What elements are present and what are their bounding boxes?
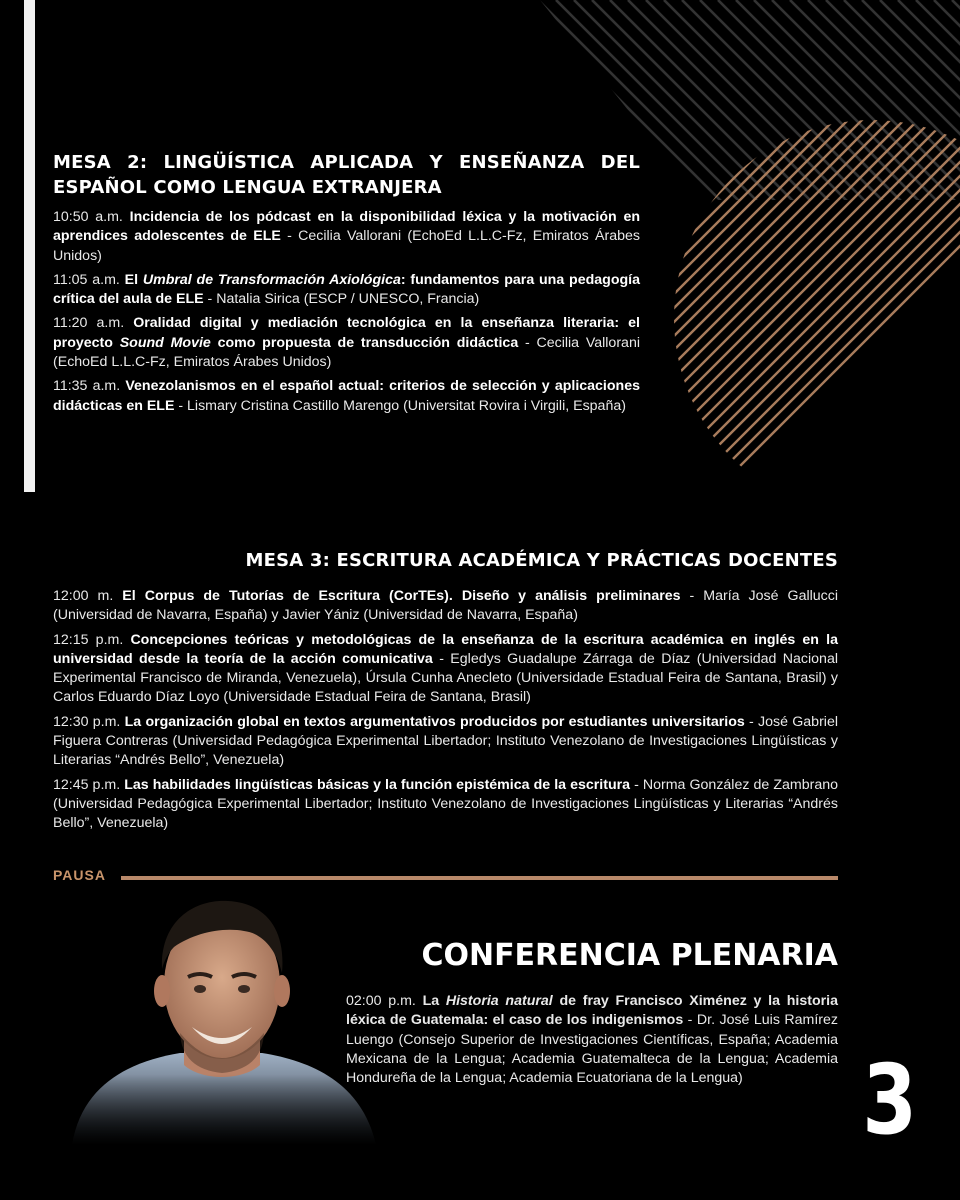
talk-item: 12:45 p.m. Las habilidades lingüísticas básicas y la función epistémica de la escritura - Norma González de Zambrano (Universidad Pedagógica Experimental Libertador; Instituto Venezolano de Investigaciones Lingüísticas y Literarias “Andrés Bello”, Venezuela) [53, 776, 838, 832]
plenaria-talk: 02:00 p.m. La Historia natural de fray Francisco Ximénez y la historia léxica de Guatemala: el caso de los indigenismos - Dr. José Luis Ramírez Luengo (Consejo Superior de Investigaciones Científicas, España; Academia Mexicana de la Lengua; Academia Guatemalteca de la Lengua; Academia Hondureña de la Lengua; Academia Ecuatoriana de la Lengua) [346, 993, 839, 1087]
speaker-photo [62, 893, 384, 1145]
talk-item: 12:00 m. El Corpus de Tutorías de Escritura (CorTEs). Diseño y análisis preliminares - María José Gallucci (Universidad de Navarra, España) y Javier Yániz (Universidad de Navarra, España) [53, 588, 838, 624]
pausa-label: PAUSA [53, 867, 106, 883]
pausa-divider [53, 867, 838, 889]
mesa-2-title: MESA 2: LINGÜÍSTICA APLICADA Y ENSEÑANZA DEL ESPAÑOL COMO LENGUA EXTRANJERA [53, 152, 640, 198]
talk-item: 12:30 p.m. La organización global en textos argumentativos producidos por estudiantes universitarios - José Gabriel Figuera Contreras (Universidad Pedagógica Experimental Libertador; Instituto Venezolano de Investigaciones Lingüísticas y Literarias “Andrés Bello”, Venezuela) [53, 713, 838, 769]
talk-item: 11:05 a.m. El Umbral de Transformación Axiológica: fundamentos para una pedagogía crítica del aula de ELE - Natalia Sirica (ESCP / UNESCO, Francia) [53, 271, 640, 308]
decor-stripe [602, 100, 960, 520]
mesa-3-title: MESA 3: ESCRITURA ACADÉMICA Y PRÁCTICAS DOCENTES [245, 550, 838, 571]
decor-stripe [644, 100, 960, 520]
vertical-accent-bar [24, 0, 35, 492]
pausa-line [121, 876, 838, 880]
decor-stripe [630, 100, 960, 520]
plenaria-title: CONFERENCIA PLENARIA [421, 938, 838, 973]
page-number: 3 [862, 1044, 914, 1156]
talk-item: 12:15 p.m. Concepciones teóricas y metodológicas de la enseñanza de la escritura académica en inglés en la universidad desde la teoría de la acción comunicativa - Egledys Guadalupe Zárraga de Díaz (Universidad Nacional Experimental Francisco de Miranda, Venezuela), Úrsula Cunha Anecleto (Universidade Estadual Feira de Santana, Brasil) y Carlos Eduardo Díaz Loyo (Universidade Estadual Feira de Santana, Brasil) [53, 631, 838, 706]
mesa-3-section [53, 548, 838, 839]
decor-stripe [616, 100, 960, 520]
decor-stripe [862, 0, 960, 260]
talk-item: 11:35 a.m. Venezolanismos en el español actual: criterios de selección y aplicaciones didácticas en ELE - Lismary Cristina Castillo Marengo (Universitat Rovira i Virgili, España) [53, 378, 640, 414]
talk-item: 11:20 a.m. Oralidad digital y mediación tecnológica en la enseñanza literaria: el proyecto Sound Movie como propuesta de transducción didáctica - Cecilia Vallorani (EchoEd L.L.C-Fz, Emiratos Árabes Unidos) [53, 315, 640, 371]
mesa-2-section [53, 150, 640, 421]
talk-item: 10:50 a.m. Incidencia de los pódcast en la disponibilidad léxica y la motivación en aprendices adolescentes de ELE - Cecilia Vallorani (EchoEd L.L.C-Fz, Emiratos Árabes Unidos) [53, 209, 640, 264]
